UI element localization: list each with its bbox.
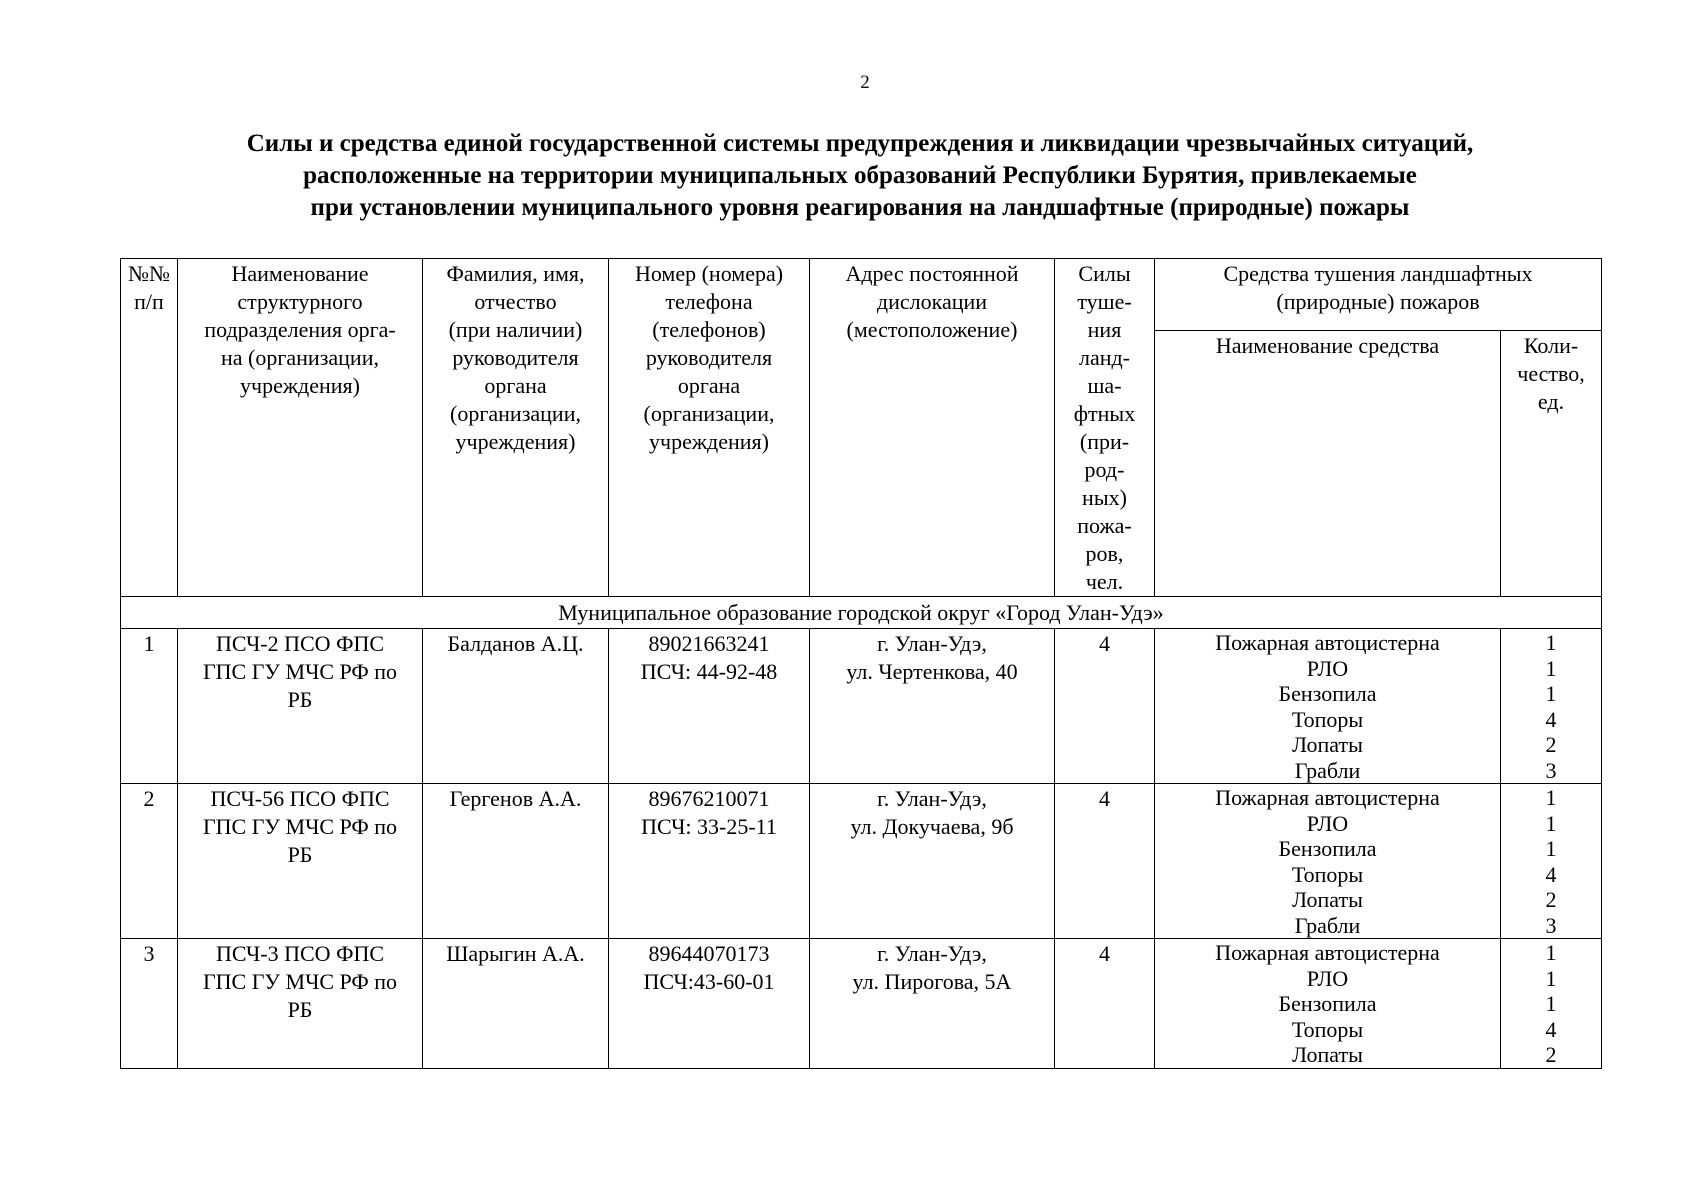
row-items-line: Бензопила bbox=[1278, 681, 1377, 706]
header-means-qty-line: Коли- bbox=[1523, 333, 1579, 359]
row-items-line: Бензопила bbox=[1278, 836, 1377, 861]
row-qty bbox=[1501, 939, 1602, 1069]
row-qty bbox=[1501, 629, 1602, 784]
row-items-line: РЛО bbox=[1306, 810, 1349, 836]
header-forces-line: туше- bbox=[1077, 289, 1132, 314]
header-num-line: №№ bbox=[128, 261, 170, 286]
row-phone-line: 89644070173 bbox=[648, 941, 770, 966]
header-forces-line: ров, bbox=[1085, 541, 1124, 566]
row-qty-line: 1 bbox=[1545, 655, 1557, 681]
header-forces-line: Силы bbox=[1078, 261, 1131, 286]
header-forces bbox=[1055, 259, 1155, 597]
row-address bbox=[810, 629, 1055, 784]
header-address-line: дислокации bbox=[876, 289, 988, 314]
section-title: Муниципальное образование городской округ «Город Улан-Удэ» bbox=[121, 597, 1602, 629]
header-num-line: п/п bbox=[134, 289, 164, 314]
row-qty-line: 2 bbox=[1545, 732, 1557, 757]
row-qty-line: 1 bbox=[1545, 965, 1557, 991]
header-phone-line: (телефонов) bbox=[652, 317, 766, 342]
page-number: 2 bbox=[860, 72, 870, 93]
row-num: 3 bbox=[121, 939, 178, 1069]
table-row bbox=[121, 629, 1602, 784]
row-address bbox=[810, 939, 1055, 1069]
row-items-line: Лопаты bbox=[1292, 1042, 1363, 1067]
row-unit-line: РБ bbox=[287, 997, 313, 1022]
row-qty-line: 4 bbox=[1545, 706, 1557, 732]
row-phone-line: 89021663241 bbox=[648, 631, 770, 656]
header-address-line: Адрес постоянной bbox=[845, 261, 1019, 286]
row-qty-line: 1 bbox=[1545, 785, 1557, 810]
header-means-qty-line: ед. bbox=[1537, 389, 1565, 415]
row-items-line: Лопаты bbox=[1292, 732, 1363, 757]
row-items bbox=[1155, 629, 1501, 784]
header-forces-line: чел. bbox=[1085, 569, 1124, 594]
row-forces: 4 bbox=[1055, 939, 1155, 1069]
row-head: Гергенов А.А. bbox=[423, 784, 609, 939]
row-unit-line: ПСЧ-2 ПСО ФПС bbox=[215, 631, 385, 656]
row-unit-line: ГПС ГУ МЧС РФ по bbox=[202, 814, 398, 839]
row-phone-line: ПСЧ:43-60-01 bbox=[643, 969, 775, 994]
row-qty-line: 1 bbox=[1545, 836, 1557, 861]
table-body bbox=[121, 629, 1602, 1069]
header-unit-line: Наименование bbox=[231, 261, 369, 286]
row-forces: 4 bbox=[1055, 629, 1155, 784]
row-unit-line: РБ bbox=[287, 842, 313, 867]
row-address-line: ул. Докучаева, 9б bbox=[850, 814, 1014, 839]
header-unit-line: подразделения орга- bbox=[204, 317, 396, 342]
header-means-line: Средства тушения ландшафтных bbox=[1223, 261, 1533, 286]
header-head-line: органа bbox=[484, 373, 547, 398]
header-unit-line: на (организации, bbox=[221, 345, 379, 370]
header-head-line: учреждения) bbox=[455, 429, 576, 454]
row-address-line: ул. Пирогова, 5А bbox=[852, 969, 1012, 994]
row-num: 2 bbox=[121, 784, 178, 939]
header-means-name: Наименование средства bbox=[1155, 331, 1501, 597]
row-address-line: ул. Чертенкова, 40 bbox=[846, 659, 1018, 684]
table-row bbox=[121, 939, 1602, 1069]
row-items bbox=[1155, 784, 1501, 939]
header-phone-line: руководителя bbox=[645, 345, 773, 370]
header-head bbox=[423, 259, 609, 597]
row-phone bbox=[609, 939, 810, 1069]
header-means-qty bbox=[1501, 331, 1602, 597]
row-items-line: Грабли bbox=[1294, 912, 1361, 938]
header-head-line: Фамилия, имя, bbox=[446, 261, 585, 286]
forces-table bbox=[120, 258, 1602, 1069]
header-means-qty-line: чество, bbox=[1517, 361, 1585, 387]
row-qty-line: 4 bbox=[1545, 861, 1557, 887]
row-phone-line: ПСЧ: 33-25-11 bbox=[641, 814, 777, 839]
header-phone bbox=[609, 259, 810, 597]
header-unit-line: учреждения) bbox=[240, 373, 360, 398]
row-qty-line: 2 bbox=[1545, 1042, 1557, 1067]
row-phone-line: 89676210071 bbox=[648, 786, 770, 811]
header-forces-line: ных) bbox=[1082, 485, 1127, 510]
row-unit-line: ПСЧ-3 ПСО ФПС bbox=[215, 941, 385, 966]
header-phone-line: телефона bbox=[665, 289, 753, 314]
row-qty bbox=[1501, 784, 1602, 939]
header-head-line: (при наличии) bbox=[448, 317, 583, 342]
row-phone bbox=[609, 629, 810, 784]
header-head-line: руководителя bbox=[452, 345, 579, 370]
header-means bbox=[1155, 259, 1602, 331]
row-forces: 4 bbox=[1055, 784, 1155, 939]
header-forces-line: ша- bbox=[1087, 373, 1122, 398]
row-phone bbox=[609, 784, 810, 939]
row-unit bbox=[178, 784, 423, 939]
header-phone-line: (организации, bbox=[643, 401, 775, 426]
row-phone-line: ПСЧ: 44-92-48 bbox=[640, 659, 778, 684]
row-items-line: РЛО bbox=[1306, 655, 1349, 681]
row-unit bbox=[178, 629, 423, 784]
row-head: Балданов А.Ц. bbox=[423, 629, 609, 784]
section-row bbox=[121, 597, 1602, 629]
header-row bbox=[121, 259, 1602, 331]
header-means-line: (природные) пожаров bbox=[1276, 289, 1480, 314]
row-items-line: Пожарная автоцистерна bbox=[1215, 785, 1440, 810]
row-qty-line: 1 bbox=[1545, 681, 1557, 706]
row-items-line: Топоры bbox=[1291, 1016, 1364, 1042]
row-qty-line: 1 bbox=[1545, 810, 1557, 836]
row-unit-line: ГПС ГУ МЧС РФ по bbox=[202, 969, 398, 994]
row-unit-line: ГПС ГУ МЧС РФ по bbox=[202, 659, 398, 684]
row-items-line: Пожарная автоцистерна bbox=[1215, 940, 1440, 965]
header-forces-line: род- bbox=[1084, 457, 1125, 482]
header-forces-line: фтных bbox=[1073, 401, 1136, 426]
header-forces-line: пожа- bbox=[1077, 513, 1132, 538]
row-items-line: Грабли bbox=[1294, 757, 1361, 783]
row-qty-line: 1 bbox=[1545, 991, 1557, 1016]
header-address bbox=[810, 259, 1055, 597]
header-forces-line: ния bbox=[1087, 317, 1122, 342]
header-phone-line: учреждения) bbox=[649, 429, 769, 454]
table-row bbox=[121, 784, 1602, 939]
header-num bbox=[121, 259, 178, 597]
row-qty-line: 3 bbox=[1545, 912, 1557, 938]
row-qty-line: 3 bbox=[1545, 757, 1557, 783]
row-unit-line: ПСЧ-56 ПСО ФПС bbox=[210, 786, 390, 811]
row-items bbox=[1155, 939, 1501, 1069]
row-address-line: г. Улан-Удэ, bbox=[877, 631, 987, 656]
title-line: расположенные на территории муниципальных образований Республики Бурятия, привлекаемые bbox=[303, 162, 1417, 189]
header-address-line: (местоположение) bbox=[846, 317, 1018, 342]
row-address-line: г. Улан-Удэ, bbox=[877, 941, 987, 966]
header-phone-line: органа bbox=[677, 373, 741, 398]
row-head: Шарыгин А.А. bbox=[423, 939, 609, 1069]
row-items-line: Пожарная автоцистерна bbox=[1215, 630, 1440, 655]
header-phone-line: Номер (номера) bbox=[634, 261, 784, 286]
title-line: Силы и средства единой государственной системы предупреждения и ликвидации чрезвычайных ситуаций, bbox=[246, 130, 1474, 157]
header-unit bbox=[178, 259, 423, 597]
row-qty-line: 1 bbox=[1545, 630, 1557, 655]
header-head-line: (организации, bbox=[450, 401, 581, 426]
row-qty-line: 1 bbox=[1545, 940, 1557, 965]
row-items-line: Лопаты bbox=[1292, 887, 1363, 912]
row-qty-line: 2 bbox=[1545, 887, 1557, 912]
row-qty-line: 4 bbox=[1545, 1016, 1557, 1042]
row-unit-line: РБ bbox=[287, 687, 313, 712]
header-forces-line: ланд- bbox=[1078, 345, 1131, 370]
header-forces-line: (при- bbox=[1079, 429, 1130, 454]
title-line: при установлении муниципального уровня реагирования на ландшафтные (природные) пожары bbox=[310, 194, 1410, 221]
row-items-line: РЛО bbox=[1306, 965, 1349, 991]
row-items-line: Топоры bbox=[1291, 861, 1364, 887]
header-unit-line: структурного bbox=[237, 289, 363, 314]
row-address bbox=[810, 784, 1055, 939]
document-title bbox=[120, 128, 1600, 224]
row-unit bbox=[178, 939, 423, 1069]
row-items-line: Топоры bbox=[1291, 706, 1364, 732]
row-address-line: г. Улан-Удэ, bbox=[877, 786, 987, 811]
row-items-line: Бензопила bbox=[1278, 991, 1377, 1016]
header-head-line: отчество bbox=[474, 289, 557, 314]
row-num: 1 bbox=[121, 629, 178, 784]
